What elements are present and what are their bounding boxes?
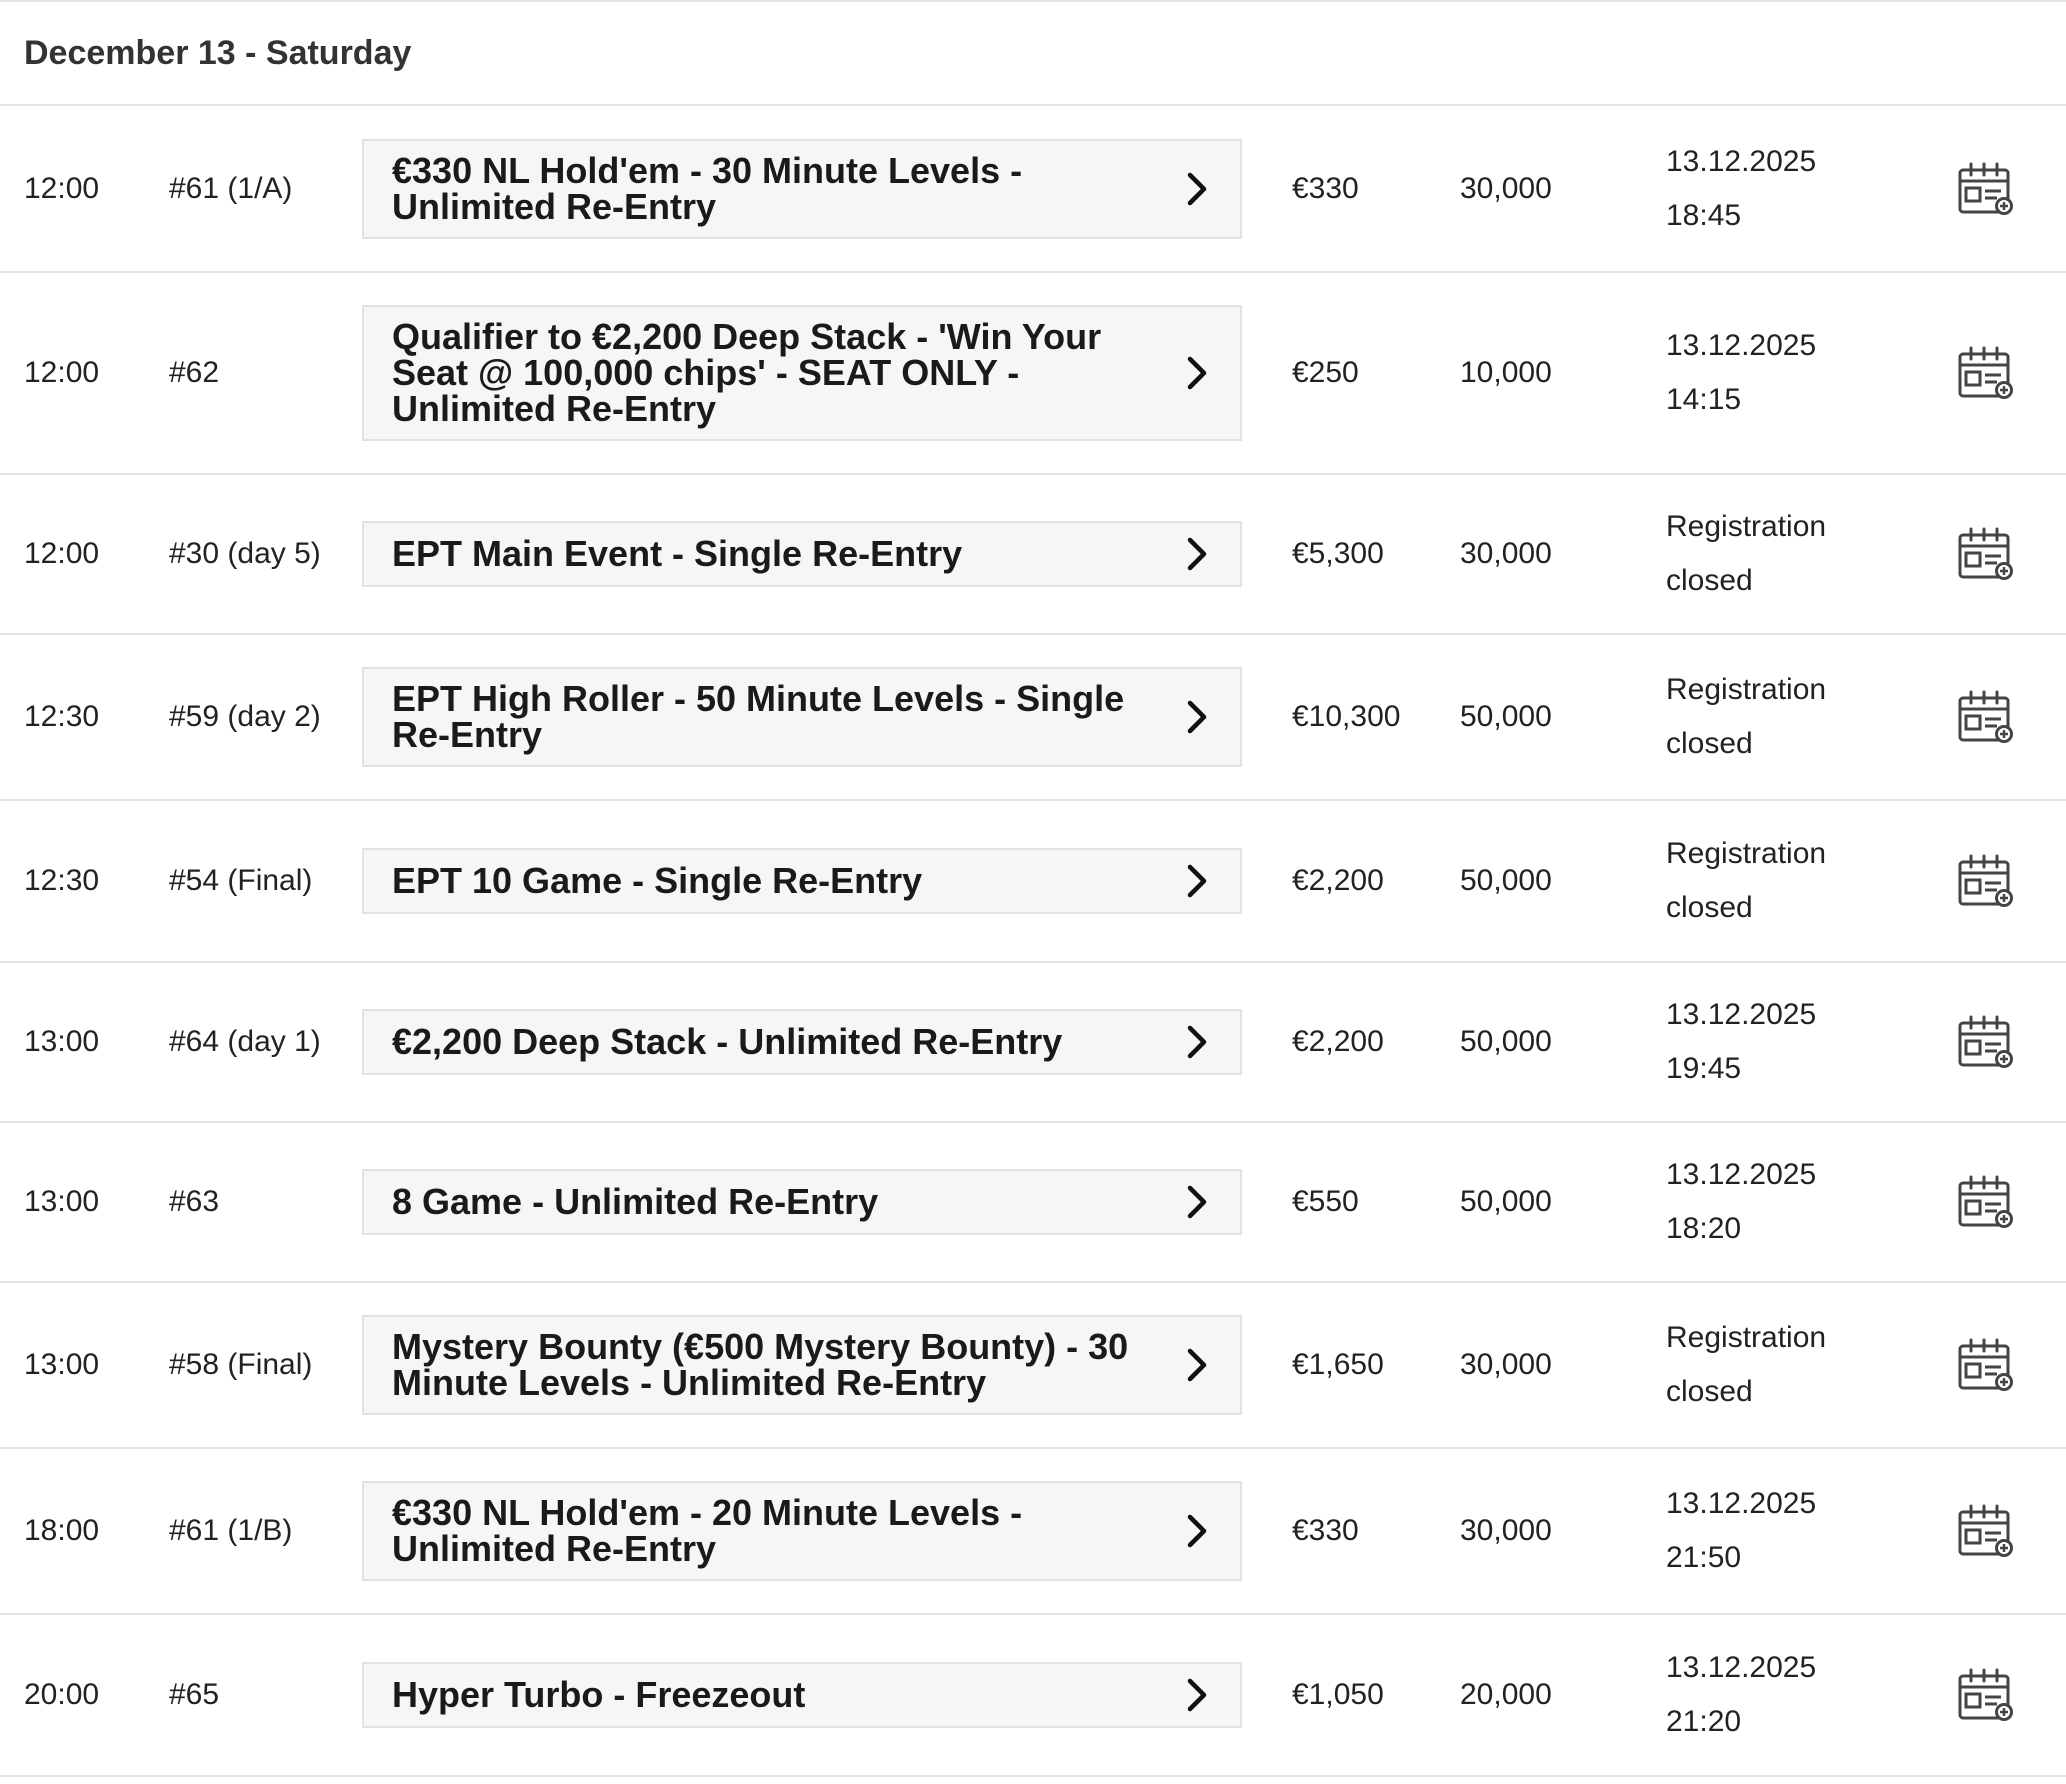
chevron-right-icon <box>1182 1512 1212 1550</box>
date-heading: December 13 - Saturday <box>0 0 2066 106</box>
registration-line-2: closed <box>1666 564 1753 597</box>
event-row <box>0 1615 2066 1777</box>
event-registration <box>1644 1449 1906 1613</box>
event-details-button[interactable] <box>362 667 1242 767</box>
registration-line-1: 13.12.2025 <box>1666 1158 1817 1191</box>
calendar-add-icon[interactable] <box>1957 1174 2015 1230</box>
event-registration <box>1644 635 1906 799</box>
event-starting-chips: 50,000 <box>1460 864 1552 897</box>
chevron-right-icon <box>1182 1346 1212 1384</box>
event-start-time: 13:00 <box>24 1348 100 1381</box>
event-name-cell <box>338 963 1266 1121</box>
event-buyin: €550 <box>1292 1185 1359 1218</box>
chevron-right-icon <box>1182 698 1212 736</box>
event-start-time: 18:00 <box>24 1514 100 1547</box>
event-list <box>0 106 2066 1777</box>
event-registration <box>1644 1283 1906 1447</box>
registration-line-2: 21:20 <box>1666 1705 1742 1738</box>
event-starting-chips: 20,000 <box>1460 1678 1552 1711</box>
event-name: EPT Main Event - Single Re-Entry <box>392 533 963 574</box>
event-name-cell <box>338 635 1266 799</box>
event-buyin: €2,200 <box>1292 864 1384 897</box>
event-buyin: €10,300 <box>1292 700 1401 733</box>
event-buyin: €250 <box>1292 356 1359 389</box>
event-starting-chips: 30,000 <box>1460 1348 1552 1381</box>
event-registration <box>1644 963 1906 1121</box>
event-start-time: 12:30 <box>24 700 100 733</box>
event-registration <box>1644 1123 1906 1281</box>
event-number: #58 (Final) <box>169 1348 313 1381</box>
registration-line-2: 19:45 <box>1666 1052 1742 1085</box>
registration-line-1: 13.12.2025 <box>1666 144 1817 178</box>
event-details-button[interactable] <box>362 305 1242 441</box>
event-number: #30 (day 5) <box>169 537 321 570</box>
event-details-button[interactable] <box>362 848 1242 914</box>
event-start-time: 12:00 <box>24 171 100 205</box>
event-row <box>0 635 2066 801</box>
registration-line-1: Registration <box>1666 1321 1827 1354</box>
registration-line-1: 13.12.2025 <box>1666 329 1817 362</box>
add-to-calendar-cell <box>1906 1123 2066 1281</box>
event-row <box>0 106 2066 273</box>
event-name-cell <box>338 1123 1266 1281</box>
event-details-button[interactable] <box>362 139 1242 239</box>
add-to-calendar-cell <box>1906 106 2066 271</box>
event-name-cell <box>338 1283 1266 1447</box>
event-start-time: 13:00 <box>24 1185 100 1218</box>
registration-line-1: 13.12.2025 <box>1666 1651 1817 1684</box>
event-number: #65 <box>169 1678 220 1711</box>
event-name: Mystery Bounty (€500 Mystery Bounty) - 30 Minute Levels - Unlimited Re-Entry <box>392 1326 1129 1403</box>
registration-line-1: 13.12.2025 <box>1666 1487 1817 1520</box>
event-starting-chips: 50,000 <box>1460 1025 1552 1058</box>
registration-line-1: Registration <box>1666 837 1827 870</box>
registration-line-2: closed <box>1666 727 1753 760</box>
event-buyin: €2,200 <box>1292 1025 1384 1058</box>
calendar-add-icon[interactable] <box>1957 161 2015 217</box>
chevron-right-icon <box>1182 354 1212 392</box>
chevron-right-icon <box>1182 1676 1212 1714</box>
event-name-cell <box>338 1449 1266 1613</box>
calendar-add-icon[interactable] <box>1957 1337 2015 1393</box>
event-starting-chips: 50,000 <box>1460 700 1552 733</box>
event-number: #61 (1/B) <box>169 1514 293 1547</box>
event-details-button[interactable] <box>362 1481 1242 1581</box>
add-to-calendar-cell <box>1906 635 2066 799</box>
event-starting-chips: 30,000 <box>1460 171 1552 205</box>
calendar-add-icon[interactable] <box>1957 1014 2015 1070</box>
event-row <box>0 801 2066 963</box>
add-to-calendar-cell <box>1906 1283 2066 1447</box>
event-starting-chips: 50,000 <box>1460 1185 1552 1218</box>
registration-line-2: closed <box>1666 891 1753 924</box>
event-name: €330 NL Hold'em - 30 Minute Levels - Unlimited Re-Entry <box>392 149 1023 227</box>
event-buyin: €1,050 <box>1292 1678 1384 1711</box>
event-details-button[interactable] <box>362 1662 1242 1728</box>
calendar-add-icon[interactable] <box>1957 689 2015 745</box>
add-to-calendar-cell <box>1906 963 2066 1121</box>
event-details-button[interactable] <box>362 1009 1242 1075</box>
event-number: #61 (1/A) <box>169 171 293 205</box>
event-starting-chips: 30,000 <box>1460 1514 1552 1547</box>
event-name: €330 NL Hold'em - 20 Minute Levels - Unlimited Re-Entry <box>392 1492 1023 1569</box>
registration-line-2: closed <box>1666 1375 1753 1408</box>
event-buyin: €1,650 <box>1292 1348 1384 1381</box>
event-number: #64 (day 1) <box>169 1025 321 1058</box>
event-row <box>0 475 2066 635</box>
event-buyin: €330 <box>1292 1514 1359 1547</box>
event-name-cell <box>338 273 1266 473</box>
event-number: #63 <box>169 1185 220 1218</box>
event-name-cell <box>338 801 1266 961</box>
calendar-add-icon[interactable] <box>1957 1503 2015 1559</box>
event-registration <box>1644 801 1906 961</box>
add-to-calendar-cell <box>1906 1615 2066 1775</box>
calendar-add-icon[interactable] <box>1957 853 2015 909</box>
add-to-calendar-cell <box>1906 475 2066 633</box>
registration-line-2: 18:45 <box>1666 198 1742 232</box>
event-starting-chips: 30,000 <box>1460 537 1552 570</box>
event-number: #59 (day 2) <box>169 700 321 733</box>
add-to-calendar-cell <box>1906 1449 2066 1613</box>
registration-line-2: 21:50 <box>1666 1541 1742 1574</box>
calendar-add-icon[interactable] <box>1957 526 2015 582</box>
add-to-calendar-cell <box>1906 273 2066 473</box>
add-to-calendar-cell <box>1906 801 2066 961</box>
event-buyin: €330 <box>1292 171 1359 205</box>
event-details-button[interactable] <box>362 1169 1242 1235</box>
event-buyin: €5,300 <box>1292 537 1384 570</box>
chevron-right-icon <box>1182 535 1212 573</box>
event-name: Hyper Turbo - Freezeout <box>392 1674 806 1715</box>
event-details-button[interactable] <box>362 521 1242 587</box>
event-row <box>0 1123 2066 1283</box>
event-name: 8 Game - Unlimited Re-Entry <box>392 1181 879 1222</box>
event-name: EPT 10 Game - Single Re-Entry <box>392 860 923 901</box>
calendar-add-icon[interactable] <box>1957 345 2015 401</box>
event-number: #62 <box>169 356 220 389</box>
event-name: EPT High Roller - 50 Minute Levels - Single Re-Entry <box>392 678 1125 755</box>
chevron-right-icon <box>1182 1023 1212 1061</box>
event-registration <box>1644 273 1906 473</box>
registration-line-2: 18:20 <box>1666 1212 1742 1245</box>
chevron-right-icon <box>1182 862 1212 900</box>
event-registration <box>1644 106 1906 271</box>
chevron-right-icon <box>1182 170 1212 208</box>
event-start-time: 12:00 <box>24 356 100 389</box>
event-name: €2,200 Deep Stack - Unlimited Re-Entry <box>392 1021 1063 1062</box>
event-name-cell <box>338 1615 1266 1775</box>
event-details-button[interactable] <box>362 1315 1242 1415</box>
event-number: #54 (Final) <box>169 864 313 897</box>
event-row <box>0 273 2066 475</box>
event-name-cell <box>338 475 1266 633</box>
chevron-right-icon <box>1182 1183 1212 1221</box>
event-start-time: 12:00 <box>24 537 100 570</box>
event-row <box>0 1283 2066 1449</box>
event-row <box>0 1449 2066 1615</box>
calendar-add-icon[interactable] <box>1957 1667 2015 1723</box>
registration-line-1: Registration <box>1666 510 1827 543</box>
event-registration <box>1644 1615 1906 1775</box>
event-start-time: 13:00 <box>24 1025 100 1058</box>
registration-line-1: 13.12.2025 <box>1666 998 1817 1031</box>
registration-line-1: Registration <box>1666 673 1827 706</box>
registration-line-2: 14:15 <box>1666 383 1742 416</box>
event-start-time: 12:30 <box>24 864 100 897</box>
event-row <box>0 963 2066 1123</box>
event-starting-chips: 10,000 <box>1460 356 1552 389</box>
event-name: Qualifier to €2,200 Deep Stack - 'Win Your Seat @ 100,000 chips' - SEAT ONLY - Unlimited Re-Entry <box>392 316 1102 429</box>
event-name-cell <box>338 106 1266 271</box>
event-start-time: 20:00 <box>24 1678 100 1711</box>
event-registration <box>1644 475 1906 633</box>
